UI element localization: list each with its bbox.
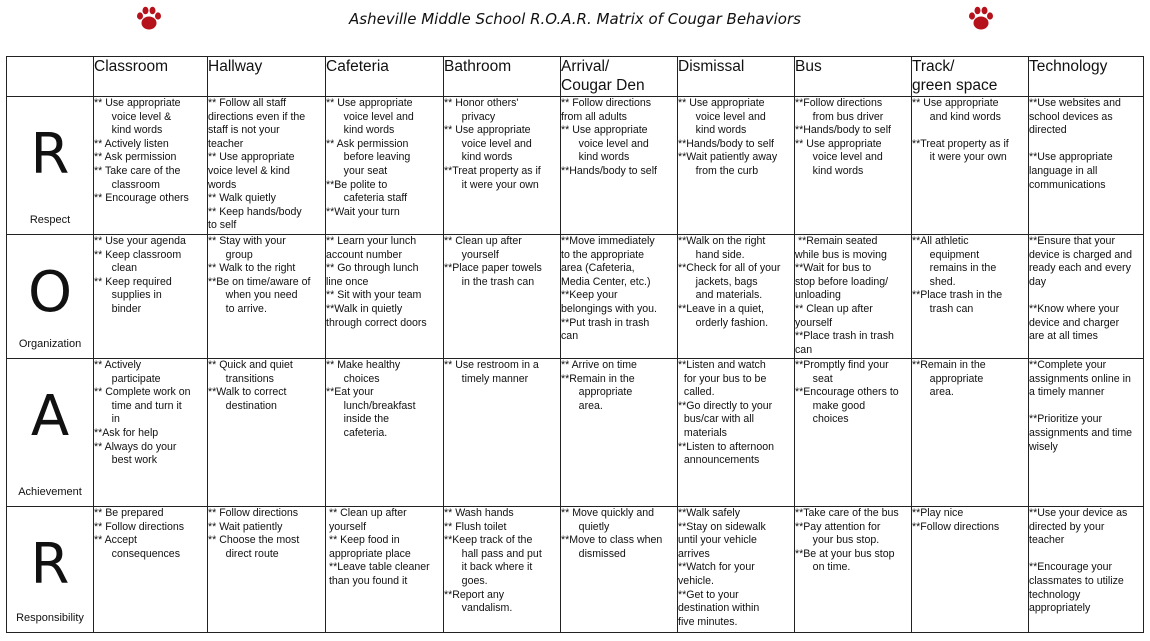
behavior-text: **Follow directions from bus driver **Hands/body to self ** Use appropriate voice level and kind words xyxy=(795,97,891,177)
column-header-label: Hallway xyxy=(208,58,263,75)
behavior-text: **Ensure that your device is charged and ready each and every day **Know where your device and charger are at all times xyxy=(1029,235,1133,343)
behavior-cell xyxy=(444,359,561,507)
behavior-cell xyxy=(1029,359,1144,507)
behavior-cell xyxy=(94,235,208,359)
behavior-cell xyxy=(678,359,795,507)
behavior-text: ** Be prepared ** Follow directions ** Accept consequences xyxy=(94,507,185,560)
behavior-cell xyxy=(444,235,561,359)
behavior-text: ** Stay with your group ** Walk to the right **Be on time/aware of when you need to arrive. xyxy=(208,235,311,315)
column-header-label: Bathroom xyxy=(444,58,512,75)
behavior-cell xyxy=(94,359,208,507)
column-header-label: Dismissal xyxy=(678,58,745,75)
column-header-label: Arrival/ Cougar Den xyxy=(561,58,645,94)
behavior-text: **Complete your assignments online in a timely manner **Prioritize your assignments and time wisely xyxy=(1029,359,1133,453)
table-row xyxy=(7,97,1144,235)
behavior-text: **Move immediately to the appropriate area (Cafeteria, Media Center, etc.) **Keep your belongings with you. **Put trash in trash can xyxy=(561,235,657,343)
behavior-cell xyxy=(1029,97,1144,235)
column-header xyxy=(795,57,912,97)
behavior-cell xyxy=(561,235,678,359)
behavior-text: ** Actively participate ** Complete work on time and turn it in **Ask for help ** Always do your best work xyxy=(94,359,191,467)
behavior-text: ** Follow directions from all adults ** Use appropriate voice level and kind words **Hands/body to self xyxy=(561,97,657,177)
behavior-text: ** Clean up after yourself **Place paper towels in the trash can xyxy=(444,235,542,288)
behavior-cell xyxy=(561,507,678,633)
column-header-label: Cafeteria xyxy=(326,58,389,75)
behavior-cell xyxy=(94,507,208,633)
behavior-cell xyxy=(678,235,795,359)
behavior-text: **All athletic equipment remains in the shed. **Place trash in the trash can xyxy=(912,235,1003,315)
table-row xyxy=(7,359,1144,507)
column-header xyxy=(7,57,94,97)
row-header xyxy=(7,359,94,507)
behavior-cell xyxy=(561,359,678,507)
row-letter: A xyxy=(30,384,70,449)
table-row xyxy=(7,235,1144,359)
row-label: Responsibility xyxy=(16,612,84,624)
row-letter: R xyxy=(30,122,70,187)
behavior-cell xyxy=(795,507,912,633)
column-header-label: Track/ green space xyxy=(912,58,998,94)
behavior-cell xyxy=(795,359,912,507)
behavior-text: **Use websites and school devices as directed **Use appropriate language in all communications xyxy=(1029,97,1121,191)
row-label: Organization xyxy=(18,338,82,350)
behavior-cell xyxy=(208,359,326,507)
behavior-text: **Use your device as directed by your teacher **Encourage your classmates to utilize technology appropriately xyxy=(1029,507,1128,615)
behavior-cell xyxy=(326,359,444,507)
row-letter: R xyxy=(30,532,70,597)
row-label: Achievement xyxy=(18,486,82,498)
behavior-text: ** Clean up after yourself ** Keep food in appropriate place **Leave table cleaner than you found it xyxy=(328,507,430,587)
behavior-cell xyxy=(326,97,444,235)
column-header-label: Bus xyxy=(795,58,822,75)
behavior-cell xyxy=(678,97,795,235)
behavior-cell xyxy=(444,97,561,235)
column-header xyxy=(208,57,326,97)
behavior-text: ** Use appropriate voice level and kind words ** Ask permission before leaving your seat **Be polite to cafeteria staff **Wait your turn xyxy=(326,97,414,218)
table-row xyxy=(7,507,1144,633)
column-header xyxy=(326,57,444,97)
column-header xyxy=(444,57,561,97)
row-header xyxy=(7,235,94,359)
behavior-text: ** Follow all staff directions even if the staff is not your teacher ** Use appropriate voice level & kind words ** Walk quietly ** Keep hands/body to self xyxy=(208,97,306,232)
behavior-cell xyxy=(326,507,444,633)
behavior-text: **Play nice **Follow directions xyxy=(912,507,1000,533)
behavior-text: **Take care of the bus **Pay attention for your bus stop. **Be at your bus stop on time. xyxy=(795,507,899,574)
behavior-text: **Remain in the appropriate area. xyxy=(912,359,986,399)
behavior-cell xyxy=(912,97,1029,235)
behavior-cell xyxy=(444,507,561,633)
row-label: Respect xyxy=(29,214,71,226)
behavior-text: ** Quick and quiet transitions **Walk to correct destination xyxy=(208,359,293,412)
behavior-text: ** Learn your lunch account number ** Go through lunch line once ** Sit with your team **Walk in quietly through correct doors xyxy=(326,235,427,329)
behavior-text: **Walk safely **Stay on sidewalk until your vehicle arrives **Watch for your vehicle. **Get to your destination within five minutes. xyxy=(678,507,766,628)
behavior-cell xyxy=(912,507,1029,633)
behavior-text: ** Use your agenda ** Keep classroom clean ** Keep required supplies in binder xyxy=(94,235,186,315)
behavior-text: ** Arrive on time **Remain in the appropriate area. xyxy=(561,359,637,412)
behavior-cell xyxy=(94,97,208,235)
behavior-cell xyxy=(678,507,795,633)
behavior-text: ** Use appropriate voice level and kind words **Hands/body to self **Wait patiently away from the curb xyxy=(678,97,778,177)
behavior-text: ** Wash hands ** Flush toilet **Keep track of the hall pass and put it back where it goes. **Report any vandalism. xyxy=(444,507,542,615)
behavior-cell xyxy=(326,235,444,359)
roar-matrix-table xyxy=(6,56,1144,633)
column-header xyxy=(94,57,208,97)
behavior-cell xyxy=(912,235,1029,359)
behavior-text: ** Use appropriate voice level & kind words ** Actively listen ** Ask permission ** Take care of the classroom ** Encourage others xyxy=(94,97,189,205)
header-row xyxy=(7,57,1144,97)
behavior-cell xyxy=(208,97,326,235)
behavior-text: ** Make healthy choices **Eat your lunch/breakfast inside the cafeteria. xyxy=(326,359,416,439)
column-header-label: Classroom xyxy=(94,58,169,75)
behavior-cell xyxy=(561,97,678,235)
behavior-cell xyxy=(1029,507,1144,633)
behavior-text: **Promptly find your seat **Encourage others to make good choices xyxy=(795,359,899,426)
behavior-cell xyxy=(208,507,326,633)
behavior-cell xyxy=(795,235,912,359)
behavior-cell xyxy=(1029,235,1144,359)
row-letter: O xyxy=(27,260,73,325)
column-header xyxy=(912,57,1029,97)
column-header xyxy=(561,57,678,97)
behavior-cell xyxy=(912,359,1029,507)
column-header xyxy=(678,57,795,97)
behavior-text: ** Move quickly and quietly **Move to class when dismissed xyxy=(561,507,663,560)
behavior-text: **Walk on the right hand side. **Check for all of your jackets, bags and materials. **Leave in a quiet, orderly fashion. xyxy=(678,235,781,329)
behavior-text: ** Follow directions ** Wait patiently ** Choose the most direct route xyxy=(208,507,300,560)
behavior-text: ** Honor others' privacy ** Use appropriate voice level and kind words **Treat property as if it were your own xyxy=(444,97,541,191)
behavior-text: ** Use restroom in a timely manner xyxy=(444,359,539,385)
behavior-text: **Listen and watch for your bus to be called. **Go directly to your bus/car with all materials **Listen to afternoon announcements xyxy=(678,359,775,467)
row-header xyxy=(7,97,94,235)
behavior-text: ** Use appropriate and kind words **Treat property as if it were your own xyxy=(912,97,1009,164)
column-header-label: Technology xyxy=(1029,58,1108,75)
column-header xyxy=(1029,57,1144,97)
behavior-text: **Remain seated while bus is moving **Wait for bus to stop before loading/ unloading ** Clean up after yourself **Place trash in trash can xyxy=(795,235,894,356)
row-header xyxy=(7,507,94,633)
behavior-cell xyxy=(208,235,326,359)
page-title: Asheville Middle School R.O.A.R. Matrix of Cougar Behaviors xyxy=(349,10,801,28)
behavior-cell xyxy=(795,97,912,235)
